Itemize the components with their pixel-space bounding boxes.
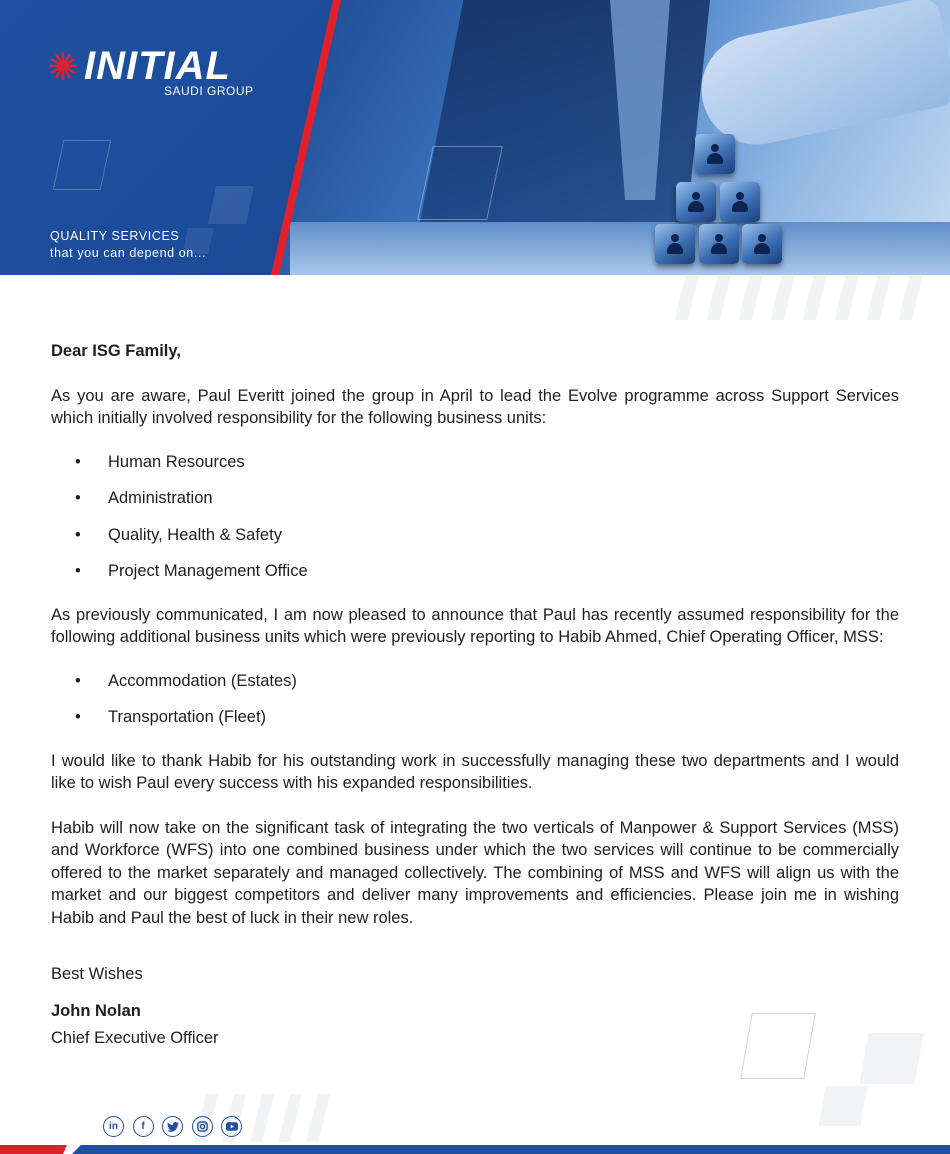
decor-square <box>860 1033 924 1084</box>
instagram-icon[interactable] <box>192 1116 213 1137</box>
list-item: • Human Resources <box>75 452 245 471</box>
starburst-icon <box>48 51 78 81</box>
person-cube-icon <box>720 182 760 222</box>
decor-hatch <box>803 276 827 320</box>
tagline-line-2: that you can depend on... <box>50 246 207 260</box>
sign-off: Best Wishes <box>51 965 143 983</box>
list-item: • Administration <box>75 489 213 507</box>
footer-red-bar <box>0 1145 67 1154</box>
decor-hatch <box>739 276 763 320</box>
intro-paragraph: As you are aware, Paul Everitt joined the group in April to lead the Evolve programme across Support Services which initially involved responsibility for the following business units: <box>51 386 899 427</box>
decor-hatch <box>867 276 891 320</box>
decor-hatch <box>835 276 859 320</box>
signer-title: Chief Executive Officer <box>51 1029 219 1047</box>
list-item: • Accommodation (Estates) <box>75 671 297 690</box>
letter-greeting: Dear ISG Family, <box>51 342 181 360</box>
decor-hatch <box>250 1094 274 1142</box>
logo-subtitle: SAUDI GROUP <box>164 84 254 98</box>
footer-blue-bar <box>72 1145 950 1154</box>
photo-table <box>290 222 950 275</box>
company-logo <box>48 46 231 86</box>
decor-hatch <box>278 1094 302 1142</box>
person-cube-icon <box>655 224 695 264</box>
decor-square <box>740 1013 816 1079</box>
list-item: • Project Management Office <box>75 562 308 580</box>
youtube-icon[interactable] <box>221 1116 242 1137</box>
tagline-line-1: QUALITY SERVICES <box>50 229 180 243</box>
thanks-paragraph: I would like to thank Habib for his outstanding work in successfully managing these two departments and I would like to wish Paul every success with his expanded responsibilities. <box>51 751 899 792</box>
decor-hatch <box>675 276 699 320</box>
decor-square <box>208 186 254 224</box>
letter-body <box>51 340 899 1050</box>
decor-square <box>818 1086 867 1126</box>
person-cube-icon <box>695 134 735 174</box>
list-item: • Quality, Health & Safety <box>75 525 282 544</box>
person-cube-icon <box>742 224 782 264</box>
announcement-paragraph: As previously communicated, I am now pleased to announce that Paul has recently assumed responsibility for the following additional business units which were previously reporting to Habib Ahmed, Chief Operating Officer, MSS: <box>51 605 899 646</box>
decor-hatch <box>306 1094 330 1142</box>
person-cube-icon <box>676 182 716 222</box>
decor-hatch <box>707 276 731 320</box>
person-cube-icon <box>699 224 739 264</box>
header-banner <box>0 0 950 275</box>
facebook-icon[interactable]: f <box>133 1116 154 1137</box>
initial-units-list <box>51 451 899 583</box>
logo-wordmark: INITIAL <box>84 44 231 88</box>
closing-paragraph: Habib will now take on the significant task of integrating the two verticals of Manpower & Support Services (MSS) and Workforce (WFS) into one combined business under which the two services will continue to be commercially offered to the market separately and managed collectively. The combining of MSS and WFS will align us with the market and our biggest competitors and deliver many improvements and efficiencies. Please join me in wishing Habib and Paul the best of luck in their new roles. <box>51 818 899 927</box>
signer-name: John Nolan <box>51 1001 141 1020</box>
photo-hand <box>691 0 950 155</box>
linkedin-icon[interactable]: in <box>103 1116 124 1137</box>
additional-units-list <box>51 670 899 729</box>
list-item: • Transportation (Fleet) <box>75 708 267 726</box>
decor-hatch <box>771 276 795 320</box>
twitter-icon[interactable] <box>162 1116 183 1137</box>
social-links <box>103 1116 242 1137</box>
decor-hatch <box>899 276 923 320</box>
